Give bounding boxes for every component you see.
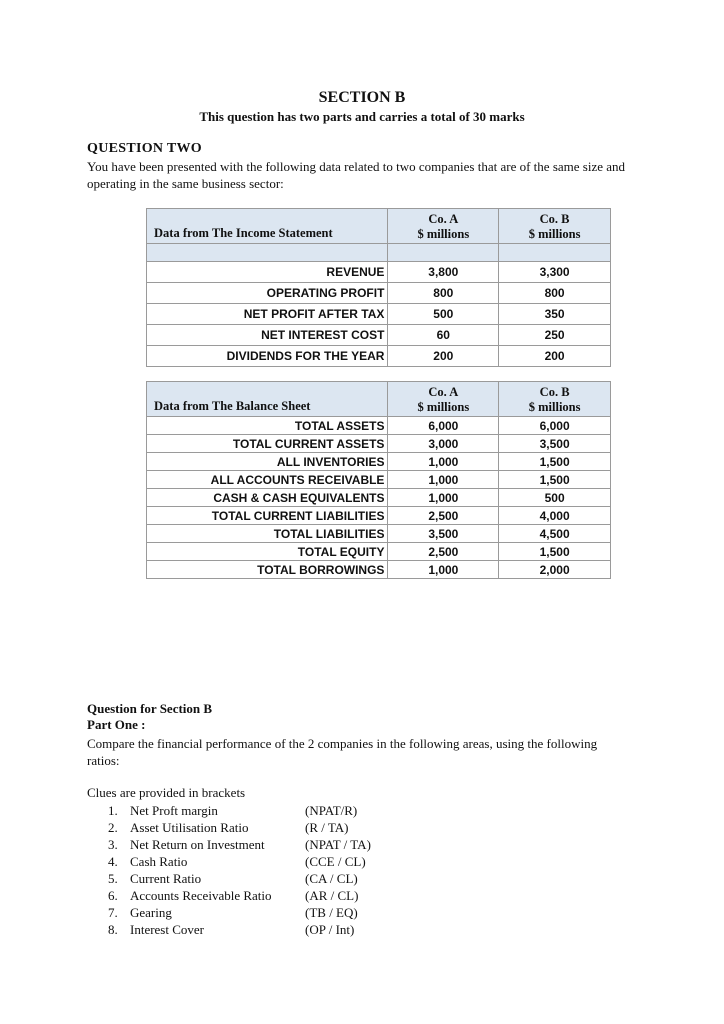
income-table-header [147,209,611,244]
table-row [147,489,611,507]
ratio-number: 7. [108,905,118,920]
value-co-a: 1,000 [388,489,499,507]
ratio-name: Gearing [130,905,172,920]
value-co-a: 1,000 [388,471,499,489]
row-label: OPERATING PROFIT [147,283,388,304]
value-co-b: 3,300 [499,262,611,283]
value-co-b: 2,000 [499,561,611,579]
row-label: TOTAL ASSETS [147,417,388,435]
list-item [108,836,371,853]
table-row [147,283,611,304]
table-row [147,346,611,367]
value-co-a: 1,000 [388,561,499,579]
income-col-b-header [499,209,611,244]
ratio-name: Interest Cover [130,922,205,937]
ratio-name: Cash Ratio [130,854,188,869]
row-label: CASH & CASH EQUIVALENTS [147,489,388,507]
row-label: TOTAL BORROWINGS [147,561,388,579]
list-item [108,870,371,887]
balance-table-label: Data from The Balance Sheet [147,382,388,417]
value-co-a: 1,000 [388,453,499,471]
ratio-clue: (NPAT/R) [305,803,358,818]
income-col-a-header [388,209,499,244]
ratio-name: Current Ratio [130,871,202,886]
ratio-clue: (CCE / CL) [305,854,366,869]
value-co-b: 1,500 [499,471,611,489]
value-co-b: 3,500 [499,435,611,453]
table-row [147,453,611,471]
balance-col-a-header [388,382,499,417]
row-label: REVENUE [147,262,388,283]
value-co-b: 800 [499,283,611,304]
balance-col-b-name: Co. B [539,385,570,399]
ratio-number: 5. [108,871,118,886]
table-row [147,262,611,283]
ratio-clue: (CA / CL) [305,871,358,886]
ratio-number: 3. [108,837,118,852]
income-table-spacer [147,244,611,262]
ratio-name: Accounts Receivable Ratio [130,888,272,903]
balance-col-a-name: Co. A [428,385,459,399]
row-label: TOTAL EQUITY [147,543,388,561]
compare-instruction: Compare the financial performance of the 2 companies in the following areas, using the following ratios: [87,736,598,768]
value-co-b: 250 [499,325,611,346]
value-co-a: 3,800 [388,262,499,283]
value-co-b: 4,500 [499,525,611,543]
list-item [108,802,371,819]
balance-col-b-header [499,382,611,417]
ratio-list [108,802,371,938]
value-co-b: 4,000 [499,507,611,525]
value-co-b: 1,500 [499,453,611,471]
balance-sheet-table [146,381,611,579]
list-item [108,853,371,870]
value-co-a: 500 [388,304,499,325]
list-item [108,904,371,921]
table-row [147,543,611,561]
row-label: TOTAL LIABILITIES [147,525,388,543]
ratio-number: 8. [108,922,118,937]
value-co-b: 200 [499,346,611,367]
row-label: NET INTEREST COST [147,325,388,346]
value-co-a: 3,500 [388,525,499,543]
value-co-a: 6,000 [388,417,499,435]
ratio-clue: (NPAT / TA) [305,837,371,852]
income-col-b-name: Co. B [539,212,570,226]
list-item [108,921,371,938]
income-col-a-name: Co. A [428,212,459,226]
part-one-label: Part One : [87,717,146,732]
value-co-b: 500 [499,489,611,507]
ratio-name: Asset Utilisation Ratio [130,820,249,835]
table-row [147,435,611,453]
income-col-a-unit: $ millions [417,227,470,241]
row-label: TOTAL CURRENT ASSETS [147,435,388,453]
question-intro: You have been presented with the following data related to two companies that are of the same size and operating in the same business sector: [87,159,626,191]
balance-col-a-unit: $ millions [417,400,470,414]
value-co-b: 350 [499,304,611,325]
value-co-a: 2,500 [388,507,499,525]
table-row [147,525,611,543]
list-item [108,819,371,836]
value-co-b: 1,500 [499,543,611,561]
ratio-number: 2. [108,820,118,835]
income-table-label: Data from The Income Statement [147,209,388,244]
table-row [147,471,611,489]
question-heading: QUESTION TWO [87,141,202,156]
table-row [147,561,611,579]
ratio-number: 1. [108,803,118,818]
value-co-a: 2,500 [388,543,499,561]
ratio-name: Net Return on Investment [130,837,265,852]
ratio-number: 4. [108,854,118,869]
balance-col-b-unit: $ millions [528,400,581,414]
table-row [147,417,611,435]
table-row [147,304,611,325]
row-label: NET PROFIT AFTER TAX [147,304,388,325]
value-co-a: 200 [388,346,499,367]
ratio-number: 6. [108,888,118,903]
value-co-a: 60 [388,325,499,346]
ratio-clue: (TB / EQ) [305,905,358,920]
table-row [147,507,611,525]
ratio-clue: (R / TA) [305,820,349,835]
income-statement-table [146,208,611,367]
row-label: DIVIDENDS FOR THE YEAR [147,346,388,367]
row-label: TOTAL CURRENT LIABILITIES [147,507,388,525]
ratio-clue: (OP / Int) [305,922,355,937]
ratio-name: Net Proft margin [130,803,218,818]
value-co-b: 6,000 [499,417,611,435]
value-co-a: 3,000 [388,435,499,453]
income-col-b-unit: $ millions [528,227,581,241]
list-item [108,887,371,904]
table-row [147,325,611,346]
section-question-block [87,701,212,733]
clues-intro: Clues are provided in brackets [87,785,246,800]
row-label: ALL INVENTORIES [147,453,388,471]
value-co-a: 800 [388,283,499,304]
row-label: ALL ACCOUNTS RECEIVABLE [147,471,388,489]
section-question-heading: Question for Section B [87,701,213,716]
balance-table-header [147,382,611,417]
ratio-clue: (AR / CL) [305,888,359,903]
section-title: SECTION B [318,89,406,106]
section-subtitle: This question has two parts and carries a total of 30 marks [199,109,525,124]
